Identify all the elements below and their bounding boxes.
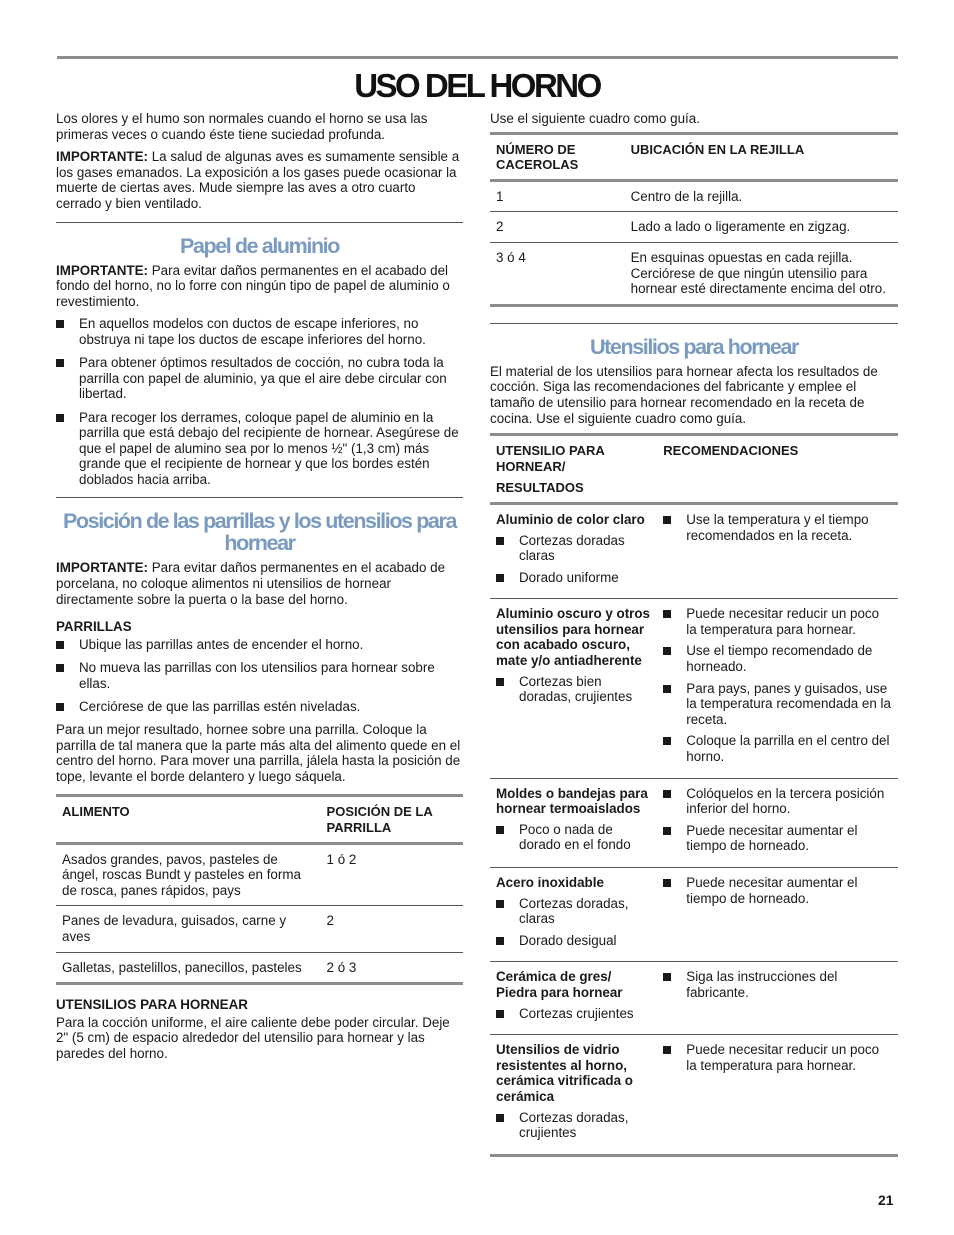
table-cell: Galletas, pastelillos, panecillos, pasteles <box>62 959 302 975</box>
racks-paragraph: Para un mejor resultado, hornee sobre una parrilla. Coloque la parrilla de tal manera que la parte más alta del alimento quede en el centro del horno. Para mover una parrilla, jálela hasta la posición de tope, levante el borde delantero y luego sáquela. <box>56 722 461 784</box>
material-name: Acero inoxidable <box>496 875 604 890</box>
list-item <box>496 570 651 586</box>
table-header-cell <box>490 435 657 504</box>
table-row <box>56 952 463 984</box>
list-item <box>56 410 463 488</box>
list-item <box>496 896 651 927</box>
recommendations-list <box>663 1042 892 1073</box>
table-header-row <box>490 435 898 504</box>
recommendations-list <box>663 969 892 1000</box>
square-bullet-icon <box>56 320 64 328</box>
table-cell: Asados grandes, pavos, pasteles de ángel, roscas Bundt y pasteles en forma de rosca, panes rápidos, pays <box>62 851 301 898</box>
table-header-cell: RECOMENDACIONES <box>663 443 799 459</box>
recommendations-cell <box>657 962 898 1035</box>
table-row <box>490 503 898 598</box>
square-bullet-icon <box>496 574 504 582</box>
list-item-text: Ubique las parrillas antes de encender el horno. <box>79 636 364 652</box>
list-item-text: Siga las instrucciones del fabricante. <box>686 969 838 1000</box>
recommendations-list <box>663 606 892 764</box>
page-title: USO DEL HORNO <box>354 67 600 104</box>
list-item <box>56 660 463 691</box>
table-row <box>56 843 463 906</box>
square-bullet-icon <box>663 879 671 887</box>
list-item-text: Poco o nada de dorado en el fondo <box>519 821 631 853</box>
recommendations-list <box>663 512 892 543</box>
list-item-text: Use la temperatura y el tiempo recomendados en la receta. <box>686 511 869 543</box>
table-cell: Lado a lado o ligeramente en zigzag. <box>630 219 851 235</box>
table-header-cell: ALIMENTO <box>62 804 130 820</box>
food-rack-table <box>56 794 463 985</box>
pans-table <box>490 132 898 307</box>
right-column <box>490 111 898 1157</box>
racks-heading: Posición de las parrillas y los utensilios para hornear <box>62 509 457 556</box>
parrillas-subheading: PARRILLAS <box>56 619 132 635</box>
recommendations-cell <box>657 1035 898 1156</box>
foil-bullet-list <box>56 316 463 487</box>
square-bullet-icon <box>496 826 504 834</box>
list-item-text: Colóquelos en la tercera posición inferior del horno. <box>686 785 885 817</box>
square-bullet-icon <box>663 1046 671 1054</box>
table-row <box>490 242 898 305</box>
list-item <box>496 533 651 564</box>
list-item <box>663 969 892 1000</box>
list-item <box>663 823 892 854</box>
material-cell <box>490 1035 657 1156</box>
table-cell: 3 ó 4 <box>496 249 526 265</box>
square-bullet-icon <box>663 790 671 798</box>
header-line: RESULTADOS <box>496 480 584 496</box>
recommendations-cell <box>657 778 898 867</box>
results-list <box>496 1110 651 1141</box>
results-list <box>496 674 651 705</box>
list-item-text: Dorado uniforme <box>519 569 619 585</box>
table-header-cell: NÚMERO DE CACEROLAS <box>496 141 579 173</box>
left-column <box>56 111 463 1069</box>
top-rule <box>57 56 898 59</box>
material-cell <box>490 503 657 598</box>
important-label: IMPORTANTE: <box>56 149 148 165</box>
list-item-text: Para obtener óptimos resultados de cocción, no cubra toda la parrilla con papel de aluminio, ya que el aire debe circular con libertad. <box>79 355 447 402</box>
square-bullet-icon <box>56 703 64 711</box>
square-bullet-icon <box>663 737 671 745</box>
material-cell <box>490 599 657 778</box>
results-list <box>496 1006 651 1022</box>
material-cell <box>490 868 657 962</box>
table-row <box>490 1035 898 1156</box>
table-header-row <box>56 796 463 843</box>
table-cell: En esquinas opuestas en cada rejilla. Cerciórese de que ningún utensilio para hornear esté directamente encima del otro. <box>630 249 886 297</box>
list-item <box>496 1110 651 1141</box>
square-bullet-icon <box>56 664 64 672</box>
square-bullet-icon <box>496 537 504 545</box>
list-item-text: Puede necesitar aumentar el tiempo de horneado. <box>686 822 858 854</box>
racks-bullet-list <box>56 637 463 715</box>
square-bullet-icon <box>663 647 671 655</box>
square-bullet-icon <box>663 827 671 835</box>
table-row <box>490 962 898 1035</box>
list-item-text: Coloque la parrilla en el centro del horno. <box>686 733 890 765</box>
list-item <box>663 1042 892 1073</box>
list-item-text: Dorado desigual <box>519 932 617 948</box>
list-item <box>663 786 892 817</box>
list-item <box>56 316 463 347</box>
list-item <box>663 681 892 728</box>
table-row <box>490 599 898 778</box>
bakeware-paragraph: Para la cocción uniforme, el aire caliente debe poder circular. Deje 2" (5 cm) de espacio alrededor del utensilio para hornear y las paredes del horno. <box>56 1014 450 1061</box>
list-item <box>56 637 463 653</box>
list-item-text: Puede necesitar aumentar el tiempo de horneado. <box>686 875 858 906</box>
foil-important-text: Para evitar daños permanentes en el acabado del fondo del horno, no lo forre con ningún tipo de papel de aluminio o revestimiento. <box>56 262 450 309</box>
table-cell: Centro de la rejilla. <box>630 188 743 204</box>
list-item-text: Cortezas bien doradas, crujientes <box>519 673 633 705</box>
header-line: UTENSILIO PARA HORNEAR/ <box>496 443 605 474</box>
square-bullet-icon <box>496 937 504 945</box>
table-cell: Panes de levadura, guisados, carne y aves <box>62 913 287 944</box>
list-item-text: No mueva las parrillas con los utensilios para hornear sobre ellas. <box>79 660 435 691</box>
list-item <box>663 512 892 543</box>
table-cell: 1 <box>496 188 504 204</box>
list-item <box>663 643 892 674</box>
square-bullet-icon <box>496 1010 504 1018</box>
square-bullet-icon <box>56 359 64 367</box>
racks-important-text: Para evitar daños permanentes en el acabado de porcelana, no coloque alimentos ni utensilios de hornear directamente sobre la puerta o la base del horno. <box>56 560 446 607</box>
birds-warning <box>56 149 463 211</box>
guide-intro: Use el siguiente cuadro como guía. <box>490 111 700 126</box>
recommendations-list <box>663 875 892 906</box>
square-bullet-icon <box>56 641 64 649</box>
list-item-text: Cortezas doradas, crujientes <box>519 1109 629 1141</box>
list-item-text: Para pays, panes y guisados, use la temperatura recomendada en la receta. <box>686 680 891 727</box>
list-item-text: En aquellos modelos con ductos de escape inferiores, no obstruya ni tape los ductos de escape inferiores del horno. <box>79 316 426 347</box>
table-row <box>490 212 898 243</box>
table-header-cell: POSICIÓN DE LA PARRILLA <box>326 804 433 835</box>
square-bullet-icon <box>496 900 504 908</box>
table-cell: 2 <box>496 219 504 235</box>
list-item <box>496 1006 651 1022</box>
bakeware-subheading: UTENSILIOS PARA HORNEAR <box>56 997 248 1013</box>
intro-paragraph: Los olores y el humo son normales cuando el horno se usa las primeras veces o cuando éste tiene suciedad profunda. <box>56 111 428 142</box>
material-cell <box>490 962 657 1035</box>
section-divider <box>56 222 463 223</box>
table-header-row <box>490 133 898 180</box>
list-item <box>496 933 651 949</box>
results-list <box>496 533 651 586</box>
bakeware-table <box>490 433 898 1157</box>
square-bullet-icon <box>663 973 671 981</box>
list-item-text: Cerciórese de que las parrillas estén niveladas. <box>79 698 361 714</box>
table-row <box>490 778 898 867</box>
table-row <box>490 868 898 962</box>
square-bullet-icon <box>663 685 671 693</box>
square-bullet-icon <box>56 414 64 422</box>
material-cell <box>490 778 657 867</box>
list-item <box>56 699 463 715</box>
recommendations-cell <box>657 503 898 598</box>
material-name: Utensilios de vidrio resistentes al horno, cerámica vitrificada o cerámica <box>496 1042 633 1104</box>
table-cell: 1 ó 2 <box>326 851 357 867</box>
section-divider <box>56 497 463 498</box>
list-item <box>56 355 463 402</box>
recommendations-cell <box>657 868 898 962</box>
square-bullet-icon <box>496 1114 504 1122</box>
section-divider <box>490 323 898 324</box>
recommendations-list <box>663 786 892 854</box>
bakeware-table-body <box>490 503 898 1155</box>
list-item <box>496 674 651 705</box>
table-cell: 2 <box>326 913 334 929</box>
recommendations-cell <box>657 599 898 778</box>
list-item-text: Cortezas doradas claras <box>519 532 625 564</box>
material-name: Aluminio de color claro <box>496 511 645 527</box>
page-number: 21 <box>878 1192 894 1208</box>
material-name: Moldes o bandejas para hornear termoaislados <box>496 785 648 817</box>
square-bullet-icon <box>663 516 671 524</box>
results-list <box>496 822 651 853</box>
bakeware-intro: El material de los utensilios para hornear afecta los resultados de cocción. Siga las recomendaciones del fabricante y emplee el tamaño de utensilio para hornear recomendado en la receta de cocina. Use el siguiente cuadro como guía. <box>490 363 878 426</box>
important-label: IMPORTANTE: <box>56 560 148 576</box>
square-bullet-icon <box>663 610 671 618</box>
results-list <box>496 896 651 949</box>
list-item <box>663 733 892 764</box>
list-item-text: Use el tiempo recomendado de horneado. <box>686 643 873 675</box>
list-item-text: Para recoger los derrames, coloque papel de aluminio en la parrilla que está debajo del recipiente de hornear. Asegúrese de que el papel de alumino sea por lo menos ½" (1,3 cm) más grande que el recipiente de hornear y que los bordes estén doblados hacia arriba. <box>79 409 459 487</box>
list-item <box>663 875 892 906</box>
table-row <box>56 906 463 952</box>
foil-important <box>56 263 463 310</box>
list-item-text: Cortezas doradas, claras <box>519 895 629 927</box>
list-item-text: Cortezas crujientes <box>519 1005 634 1021</box>
table-header-cell: UBICACIÓN EN LA REJILLA <box>630 141 805 157</box>
list-item-text: Puede necesitar reducir un poco la temperatura para hornear. <box>686 1042 880 1073</box>
table-row <box>490 180 898 212</box>
material-name: Aluminio oscuro y otros utensilios para hornear con acabado oscuro, mate y/o antiadherente <box>496 606 651 669</box>
foil-heading: Papel de aluminio <box>180 233 339 258</box>
list-item-text: Puede necesitar reducir un poco la temperatura para hornear. <box>686 606 880 637</box>
list-item <box>663 606 892 637</box>
material-name: Cerámica de gres/ Piedra para hornear <box>496 969 623 1000</box>
bakeware-heading: Utensilios para hornear <box>590 334 798 359</box>
list-item <box>496 822 651 853</box>
birds-warning-text: La salud de algunas aves es sumamente sensible a los gases emanados. La exposición a los gases puede ocasionar la muerte de ciertas aves. Mude siempre las aves a otro cuarto cerrado y bien ventilado. <box>56 149 460 211</box>
square-bullet-icon <box>496 678 504 686</box>
important-label: IMPORTANTE: <box>56 262 148 278</box>
table-cell: 2 ó 3 <box>326 959 357 975</box>
racks-important <box>56 560 463 607</box>
